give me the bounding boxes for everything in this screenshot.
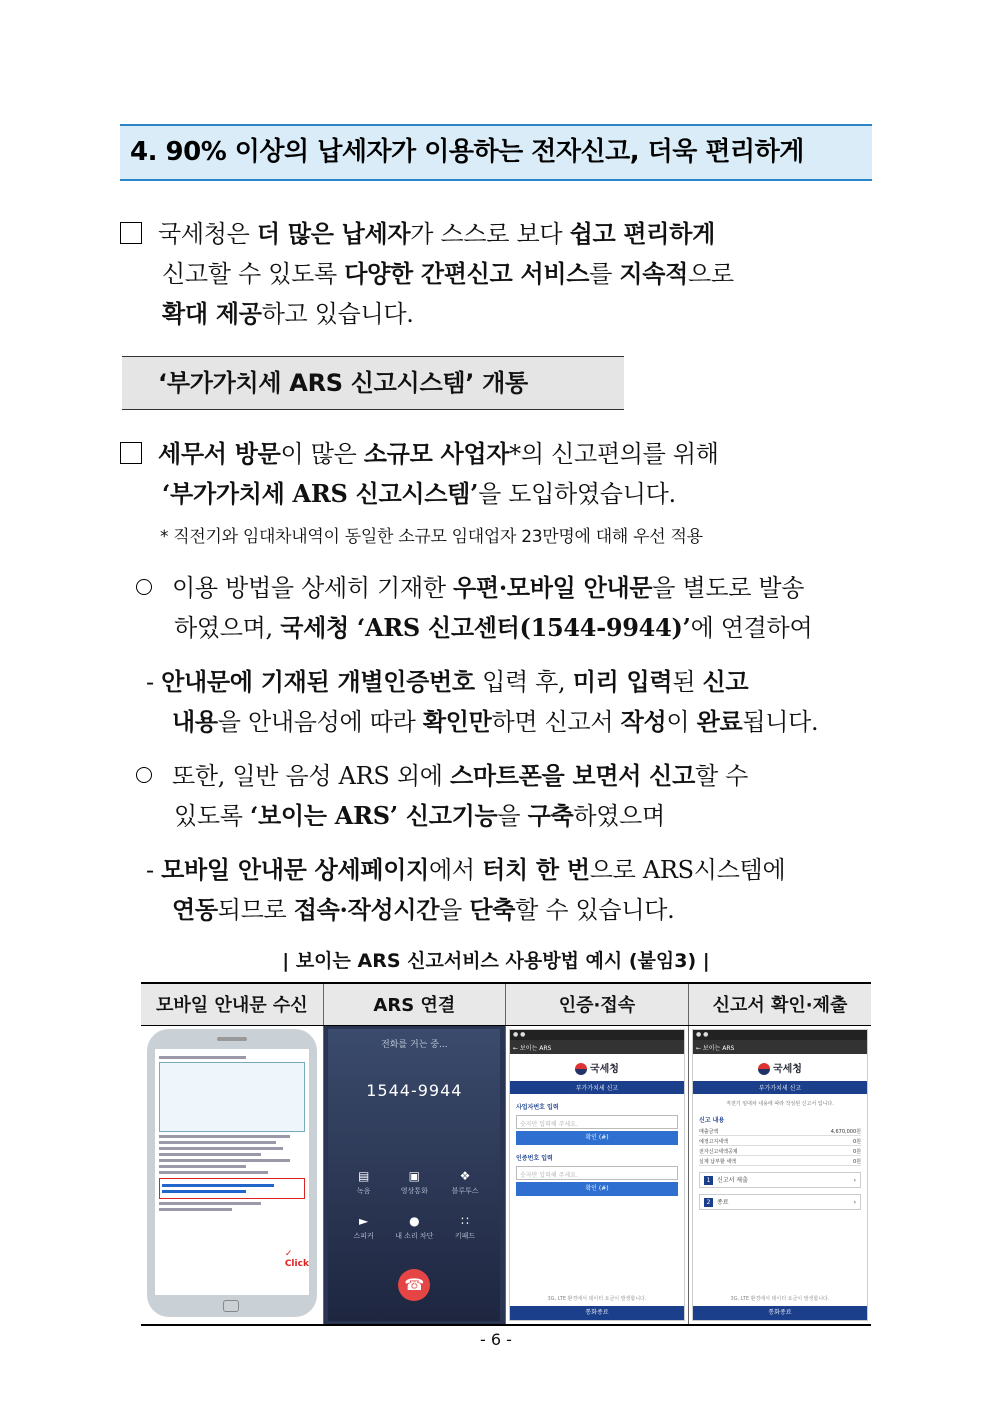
speaker-icon: ► [359,1213,369,1228]
c2-line-1: 또한, 일반 음성 ARS 외에 스마트폰을 보면서 신고할 수 [136,756,872,796]
status-bar: ● ● [693,1030,867,1040]
cell-auth-access [505,1025,688,1325]
speaker-button[interactable]: ► 스피커 [338,1214,389,1241]
c1-line-2: 하였으며, 국세청 ‘ARS 신고센터(1544-9944)’에 연결하여 [174,613,813,642]
app-topbar: ← 보이는 ARS [693,1040,867,1054]
nts-logo-icon [575,1063,587,1075]
business-number-input[interactable]: 숫자만 입력해 주세요. [516,1115,678,1129]
dash-item-2 [146,850,872,930]
circle-bullet-icon [136,767,152,783]
return-description: 직전기 임대차 내용에 따라 작성된 신고서 입니다. [726,1100,834,1107]
circle-item-2 [136,756,872,836]
return-row: 매출금액 4,670,000원 [698,1128,861,1135]
cell-mobile-notice [141,1025,323,1325]
dash-bullet: - [146,668,162,696]
example-table [141,982,871,1326]
keypad-button[interactable]: ∷ 키패드 [440,1214,491,1241]
figure-caption: | 보이는 ARS 신고서비스 사용방법 예시 (붙임3) | [282,950,710,972]
phone-submit-screenshot [692,1029,868,1321]
exit-menu[interactable]: 2 종료 › [699,1194,861,1210]
bluetooth-button[interactable]: ❖ 블루투스 [440,1169,491,1196]
d2-line-1: - 모바일 안내문 상세페이지에서 터치 한 번으로 ARS시스템에 [146,855,786,884]
page-number: - 6 - [480,1330,512,1349]
c1-line-1: 이용 방법을 상세히 기재한 우편·모바일 안내문을 별도로 발송 [136,568,872,608]
mute-icon: ● [409,1213,420,1228]
submit-return-menu[interactable]: 1 신고서 제출 › [699,1172,861,1188]
confirm-button-1[interactable]: 확인 (#) [516,1131,678,1145]
phone-auth-screenshot [509,1029,685,1321]
phone-notice-screenshot [147,1029,317,1317]
paragraph-1 [120,434,872,514]
chevron-right-icon: › [853,1198,856,1206]
header-auth-access: 인증·접속 [505,983,688,1025]
vat-band: 부가가치세 신고 [510,1081,684,1094]
auth-number-input[interactable]: 숫자만 입력해 주세요. [516,1166,678,1180]
intro-line-2: 신고할 수 있도록 다양한 간편신고 서비스를 지속적으로 [162,259,734,288]
call-buttons [338,1169,490,1241]
nts-logo: 국세청 [693,1060,867,1075]
notice-card-image [159,1062,305,1132]
calling-status: 전화를 거는 중... [381,1039,448,1050]
d1-line-2: 내용을 안내음성에 따라 확인만하면 신고서 작성이 완료됩니다. [172,707,819,736]
phone-speaker [217,1037,247,1041]
p1-line-2: ‘부가가치세 ARS 신고시스템’을 도입하였습니다. [162,479,676,508]
record-button[interactable]: ▤ 녹음 [338,1169,389,1196]
return-row: 실제 납부할 세액 0원 [698,1158,861,1165]
data-charge-notice: 3G, LTE 환경에서 데이터 요금이 발생합니다. [547,1295,647,1302]
vat-band: 부가가치세 신고 [693,1081,867,1094]
d2-line-2: 연동되므로 접속·작성시간을 단축할 수 있습니다. [172,895,675,924]
circle-bullet-icon [136,579,152,595]
return-content-label: 신고 내용 [698,1116,725,1124]
confirm-button-2[interactable]: 확인 (#) [516,1182,678,1196]
bluetooth-icon: ❖ [459,1168,471,1183]
header-return-submit: 신고서 확인·제출 [688,983,871,1025]
end-call-button[interactable]: 통화종료 [510,1306,684,1320]
return-row: 예정고지세액 0원 [698,1138,861,1145]
mute-button[interactable]: ● 내 소리 차단 [389,1214,440,1241]
video-call-button[interactable]: ▣ 영상통화 [389,1169,440,1196]
intro-line-1: 국세청은 더 많은 납세자가 스스로 보다 쉽고 편리하게 [120,214,872,254]
checkbox-square-icon [120,442,142,464]
cell-return-submit [688,1025,871,1325]
record-icon: ▤ [357,1168,370,1183]
checkbox-square-icon [120,222,142,244]
status-bar: ● ● [510,1030,684,1040]
hang-up-button[interactable]: ☎ [398,1269,430,1301]
video-icon: ▣ [408,1168,420,1183]
circle-item-1 [136,568,872,648]
intro-paragraph [120,214,872,334]
phone-home-button [223,1300,239,1312]
cell-ars-connect [323,1025,505,1325]
app-topbar: ← 보이는 ARS [510,1040,684,1054]
business-number-label: 사업자번호 입력 [515,1103,559,1111]
dash-bullet: - [146,856,162,884]
keypad-icon: ∷ [461,1213,469,1228]
c2-line-2: 있도록 ‘보이는 ARS’ 신고기능을 구축하였으며 [174,801,665,830]
auth-number-label: 인증번호 입력 [515,1154,553,1162]
data-charge-notice: 3G, LTE 환경에서 데이터 요금이 발생합니다. [730,1295,830,1302]
footnote: * 직전기와 임대차내역이 동일한 소규모 임대업자 23만명에 대해 우선 적용 [160,527,703,547]
dash-item-1 [146,662,872,742]
return-row: 전자신고세액공제 0원 [698,1148,861,1155]
nts-logo-icon [758,1063,770,1075]
section-title: 4. 90% 이상의 납세자가 이용하는 전자신고, 더욱 편리하게 [120,124,872,181]
header-ars-connect: ARS 연결 [323,983,505,1025]
sub-title: ‘부가가치세 ARS 신고시스템’ 개통 [122,356,624,410]
d1-line-1: - 안내문에 기재된 개별인증번호 입력 후, 미리 입력된 신고 [146,667,749,696]
ars-link-box[interactable] [159,1178,305,1199]
header-mobile-notice: 모바일 안내문 수신 [141,983,323,1025]
chevron-right-icon: › [853,1176,856,1184]
dialed-number: 1544-9944 [366,1080,463,1100]
intro-line-3: 확대 제공하고 있습니다. [162,299,414,328]
click-label: ✓ Click [284,1248,309,1269]
nts-logo: 국세청 [510,1060,684,1075]
phone-dialer-screenshot [328,1029,500,1321]
end-call-button[interactable]: 통화종료 [693,1306,867,1320]
p1-line-1: 세무서 방문이 많은 소규모 사업자*의 신고편의를 위해 [120,434,872,474]
